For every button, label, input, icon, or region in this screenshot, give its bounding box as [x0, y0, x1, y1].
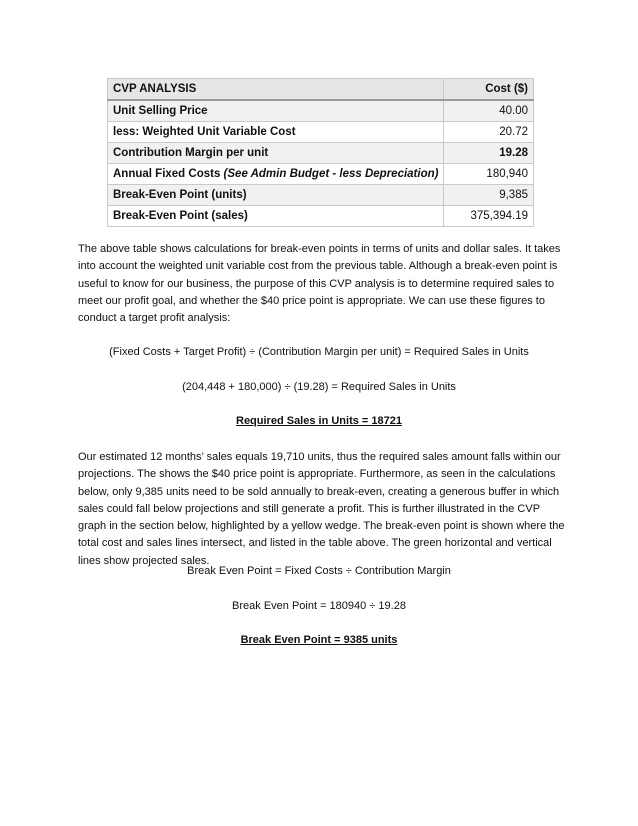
row-value: 20.72: [444, 122, 534, 143]
row-value: 180,940: [444, 164, 534, 185]
row-label: Annual Fixed Costs: [113, 168, 224, 180]
table-row: [108, 185, 534, 206]
row-label: less: Weighted Unit Variable Cost: [108, 122, 444, 143]
formula-required-sales-values: (204,448 + 180,000) ÷ (19.28) = Required Sales in Units: [182, 381, 456, 393]
paragraph-projection-analysis: Our estimated 12 months’ sales equals 19,710 units, thus the required sales amount falls within our projections. The shows the $40 price point is appropriate. Furthermore, as seen in the calculations below, only 9,385 units need to be sold annually to break-even, creating a generous buffer in which sales could fall below projections and still generate a profit. This is further illustrated in the CVP graph in the section below, highlighted by a yellow wedge. The break-even point is shown where the total cost and sales lines intersect, and listed in the table above. The green horizontal and vertical lines show projected sales.: [78, 451, 565, 567]
result-break-even: Break Even Point = 9385 units: [240, 634, 398, 646]
row-value: 375,394.19: [444, 206, 534, 227]
row-value: 40.00: [444, 100, 534, 122]
result-required-sales: Required Sales in Units = 18721: [236, 415, 402, 427]
row-value: 9,385: [444, 185, 534, 206]
table-row: [108, 143, 534, 164]
row-value: 19.28: [444, 143, 534, 164]
table-row: [108, 206, 534, 227]
row-label: Break-Even Point (sales): [108, 206, 444, 227]
row-label: Unit Selling Price: [108, 100, 444, 122]
table-row: [108, 122, 534, 143]
formula-break-even-values: Break Even Point = 180940 ÷ 19.28: [232, 600, 406, 612]
paragraph-table-explanation: The above table shows calculations for break-even points in terms of units and dollar sales. It takes into account the weighted unit variable cost from the previous table. Although a break-even point is useful to know for our business, the purpose of this CVP analysis is to determine required sales to meet our profit goal, and whether the $40 price point is appropriate. We can use these figures to conduct a target profit analysis:: [78, 243, 561, 325]
row-label-fixed-costs: [108, 164, 444, 185]
formula-break-even: Break Even Point = Fixed Costs ÷ Contribution Margin: [187, 565, 451, 577]
row-label: Contribution Margin per unit: [108, 143, 444, 164]
table-header-value: Cost ($): [444, 79, 534, 101]
table-header-row: [108, 79, 534, 101]
table-row: [108, 164, 534, 185]
cvp-analysis-table: [107, 78, 534, 227]
row-label: Break-Even Point (units): [108, 185, 444, 206]
row-label-note: (See Admin Budget - less Depreciation): [223, 168, 439, 180]
table-row: [108, 100, 534, 122]
formula-required-sales: (Fixed Costs + Target Profit) ÷ (Contribution Margin per unit) = Required Sales in Units: [109, 346, 529, 358]
table-header-label: CVP ANALYSIS: [108, 79, 444, 101]
